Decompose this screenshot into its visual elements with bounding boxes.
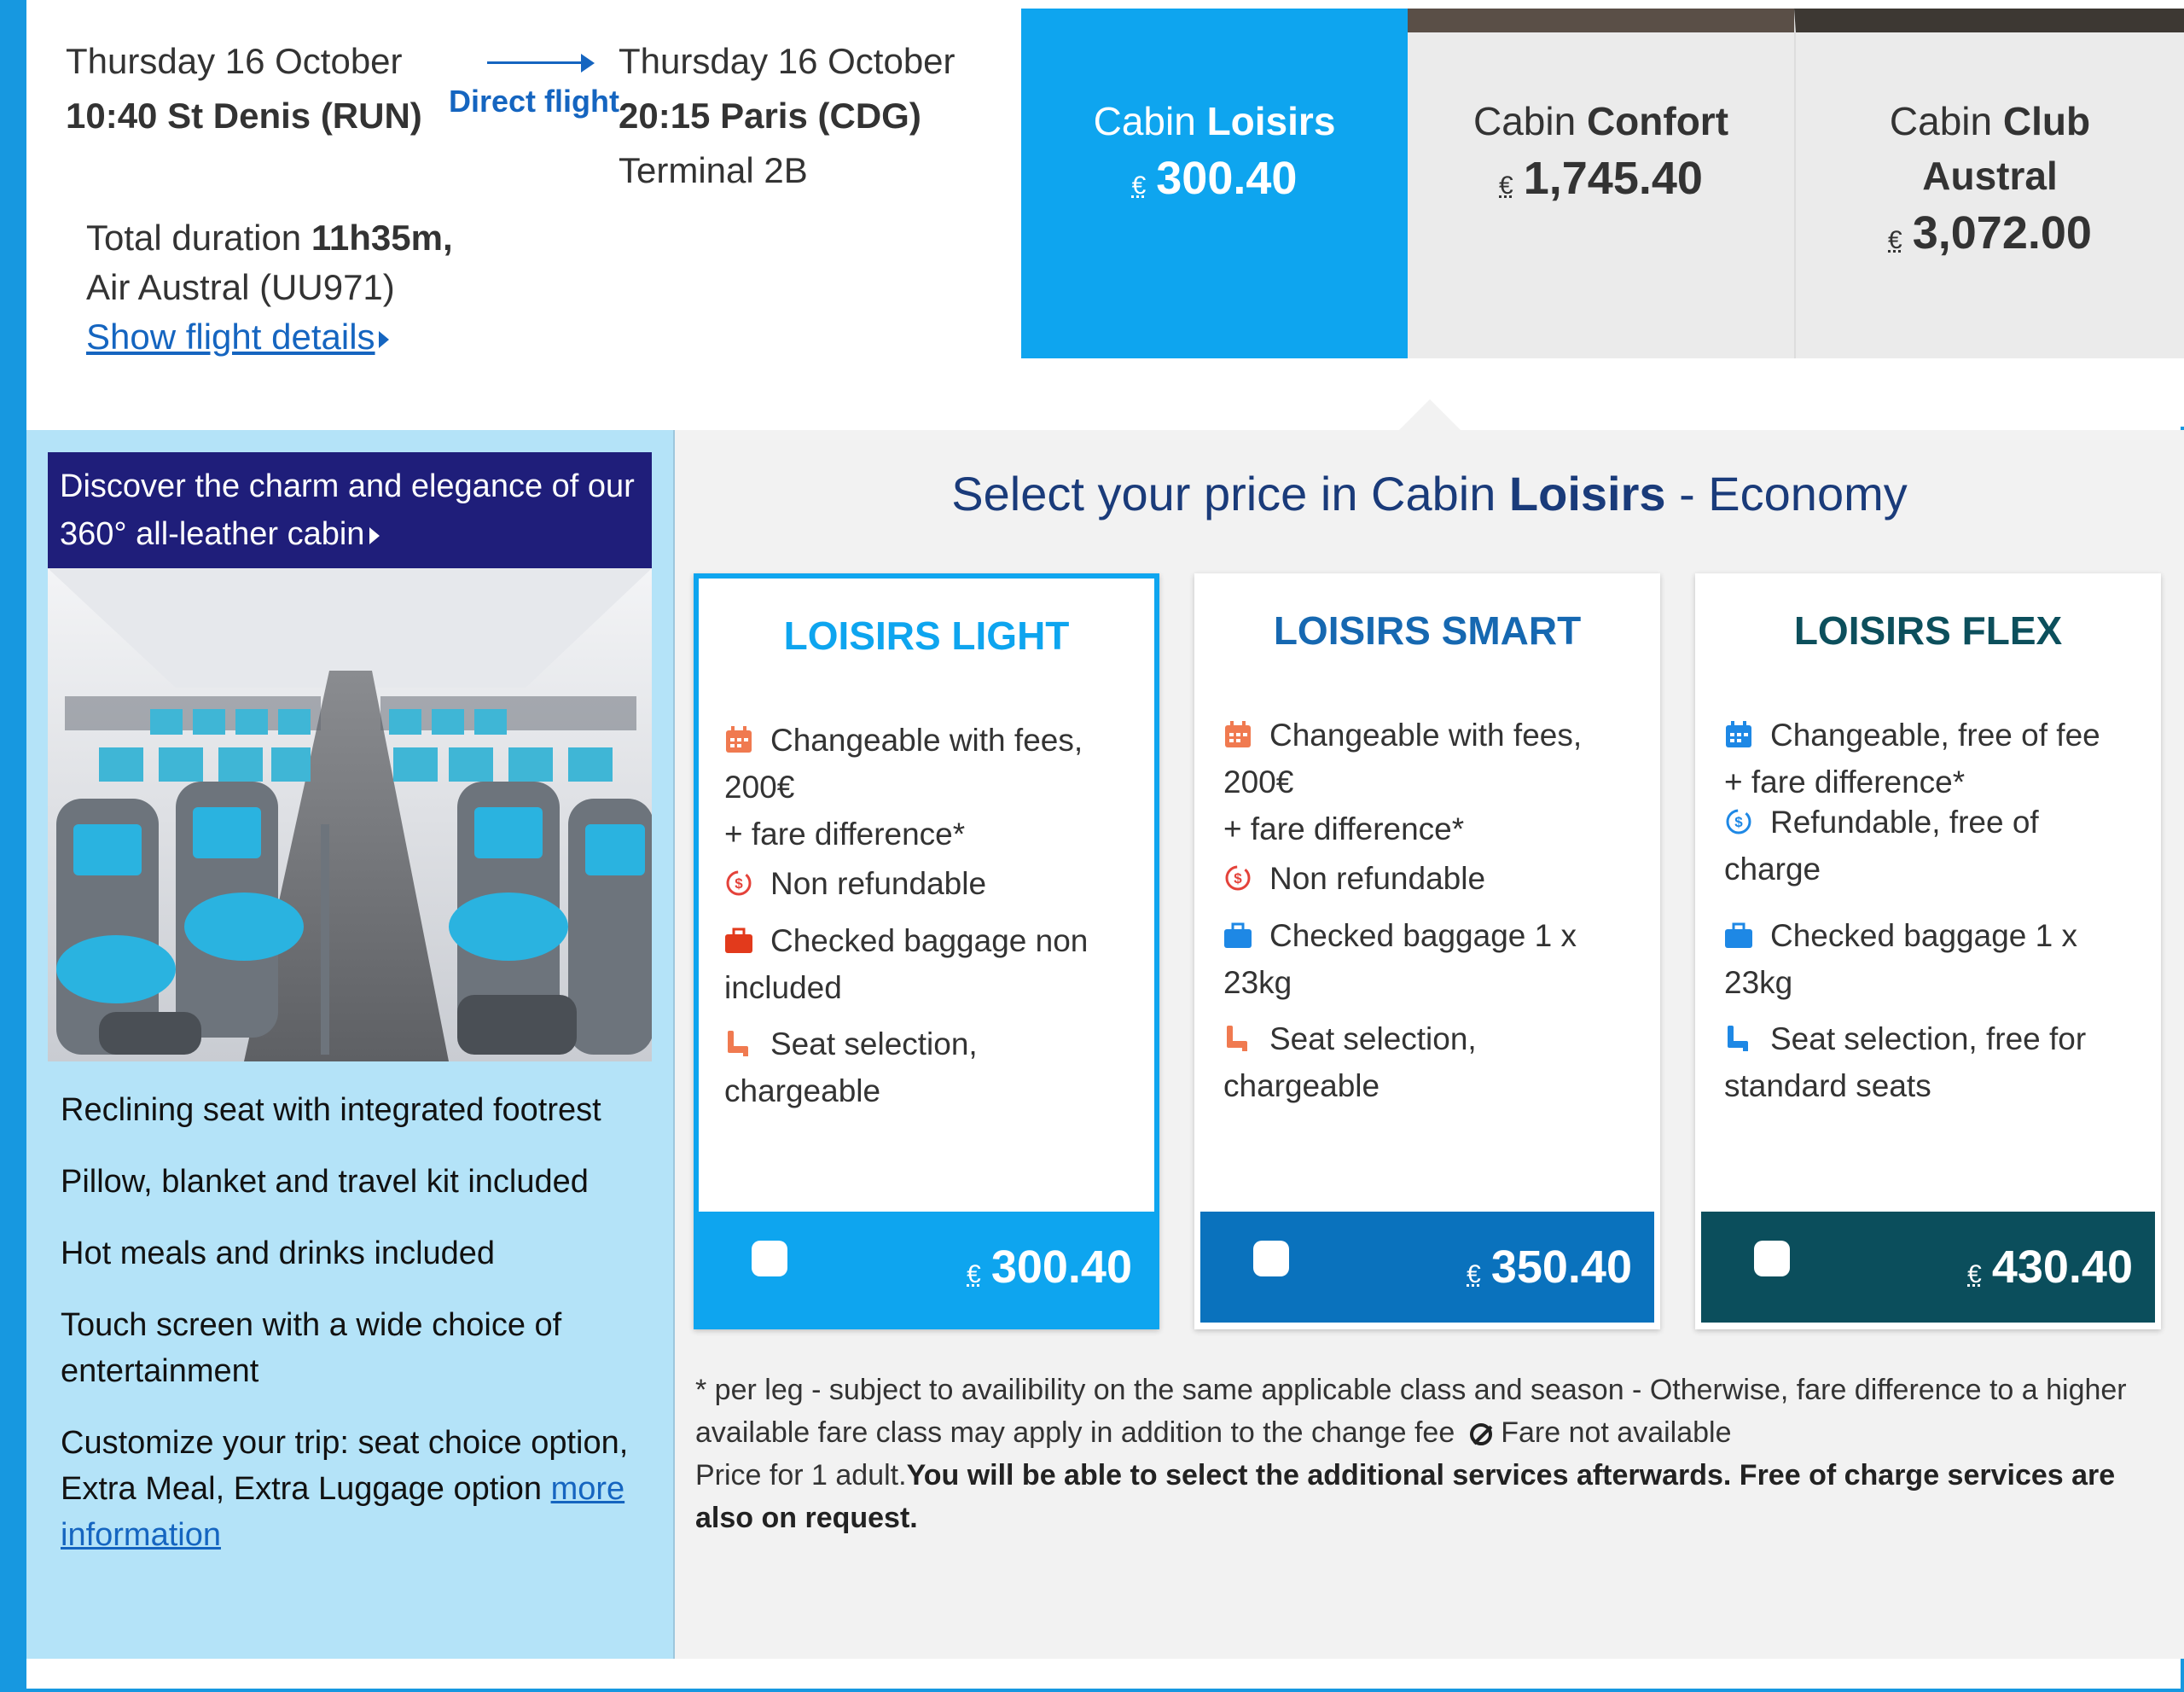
carrier-info: Air Austral (UU971) <box>86 267 395 307</box>
cabin-info-sidebar <box>26 430 675 1659</box>
currency-symbol: € <box>1888 226 1902 254</box>
fare-price-value: 300.40 <box>990 1241 1132 1293</box>
feature-item: Reclining seat with integrated footrest <box>61 1092 601 1128</box>
fare-change-condition <box>1223 712 1633 852</box>
fare-baggage-condition <box>1724 912 2134 1006</box>
fare-refund-text: Refundable, free of charge <box>1724 805 2039 887</box>
fare-card-loisirs-smart[interactable] <box>1194 573 1660 1329</box>
suitcase-icon <box>1724 921 1753 950</box>
arrival-code: (CDG) <box>817 96 921 136</box>
suitcase-icon <box>724 926 753 955</box>
services-note: You will be able to select the additional services afterwards. Free of charge services are also on request. <box>695 1459 2116 1534</box>
fare-seat-condition <box>724 1020 1134 1114</box>
svg-text:$: $ <box>735 875 743 892</box>
fare-baggage-condition <box>1223 912 1633 1006</box>
price-for-note: Price for 1 adult. <box>695 1459 907 1491</box>
cabin-prefix: Cabin <box>1472 99 1577 143</box>
currency-symbol: € <box>1499 172 1513 200</box>
fare-notes <box>695 1369 2180 1539</box>
svg-text:$: $ <box>1234 870 1242 887</box>
seat-icon <box>1223 1024 1252 1053</box>
fare-price-bar[interactable] <box>1200 1212 1654 1323</box>
no-refund-icon <box>1223 863 1252 893</box>
fare-radio[interactable] <box>1253 1241 1289 1276</box>
show-flight-details-link[interactable] <box>86 317 389 357</box>
duration-block <box>86 213 453 362</box>
cabin-name: Club Austral <box>1922 99 2091 198</box>
departure-city: St Denis <box>167 96 311 136</box>
currency-symbol: € <box>967 1260 981 1288</box>
seat-icon <box>724 1029 753 1058</box>
departure-block <box>66 34 422 143</box>
arrival-terminal: Terminal 2B <box>619 150 808 190</box>
cabin-promo-banner[interactable] <box>48 452 652 568</box>
cabin-price <box>1021 152 1408 205</box>
fare-price-bar[interactable] <box>699 1212 1154 1324</box>
cabin-price <box>1408 152 1794 205</box>
refund-icon <box>1724 807 1753 836</box>
fare-baggage-text: Checked baggage non included <box>724 923 1089 1005</box>
caret-right-icon <box>379 331 389 348</box>
fare-selection-main <box>675 430 2184 1659</box>
fare-change-extra: + fare difference* <box>1724 765 1966 799</box>
fare-name: LOISIRS LIGHT <box>783 613 1070 658</box>
fare-name: LOISIRS SMART <box>1273 608 1582 653</box>
currency-symbol: € <box>1967 1260 1982 1288</box>
cabin-prefix: Cabin <box>1889 99 1993 143</box>
calendar-icon <box>724 725 753 754</box>
cabin-tab-title <box>1862 94 2118 203</box>
arrival-time: 20:15 <box>619 96 711 136</box>
flight-arrow-line <box>487 61 590 64</box>
fare-seat-text: Seat selection, chargeable <box>1223 1021 1477 1103</box>
suitcase-icon <box>1223 921 1252 950</box>
fare-refund-condition <box>1223 855 1633 902</box>
departure-code: (RUN) <box>320 96 422 136</box>
cabin-interior-photo <box>48 568 652 1061</box>
fare-seat-condition <box>1724 1015 2134 1109</box>
fare-change-text: Changeable with fees, 200€ <box>724 723 1083 805</box>
fare-change-extra: + fare difference* <box>724 817 966 852</box>
fare-refund-condition <box>724 860 1134 907</box>
calendar-icon <box>1223 720 1252 749</box>
fare-price-bar[interactable] <box>1701 1212 2155 1323</box>
fare-card-loisirs-light[interactable] <box>694 573 1159 1329</box>
fare-baggage-text: Checked baggage 1 x 23kg <box>1223 918 1577 1000</box>
fare-refund-condition <box>1724 799 2134 893</box>
customize-text: Customize your trip: seat choice option, Extra Meal, Extra Luggage option <box>61 1425 629 1507</box>
promo-text: Discover the charm and elegance of our 360° all-leather cabin <box>60 468 635 552</box>
selection-title <box>675 466 2184 521</box>
cabin-price-value: 300.40 <box>1156 153 1298 204</box>
cabin-price <box>1796 206 2184 259</box>
cabin-price-value: 1,745.40 <box>1523 153 1703 204</box>
fare-baggage-condition <box>724 917 1134 1011</box>
svg-text:$: $ <box>1734 814 1743 830</box>
fare-refund-text: Non refundable <box>770 866 987 901</box>
fare-seat-text: Seat selection, chargeable <box>724 1026 978 1108</box>
fare-change-extra: + fare difference* <box>1223 811 1465 846</box>
fare-card-loisirs-flex[interactable] <box>1695 573 2161 1329</box>
selection-title-suffix: - Economy <box>1679 467 1908 520</box>
left-accent-rule <box>0 0 26 1692</box>
cabin-features-list <box>61 1087 658 1584</box>
duration-line <box>86 213 453 263</box>
bottom-spacer <box>26 1659 2181 1689</box>
cabin-tab-title <box>1021 94 1408 148</box>
fare-radio[interactable] <box>1754 1241 1790 1276</box>
arrival-block <box>619 34 956 198</box>
duration-value: 11h35m, <box>311 218 453 258</box>
selected-tab-pointer <box>1399 399 1461 430</box>
fare-change-text: Changeable, free of fee <box>1770 718 2100 753</box>
fare-price <box>967 1241 1132 1294</box>
fare-change-condition <box>1724 712 2134 805</box>
departure-date: Thursday 16 October <box>66 41 403 81</box>
not-available-icon <box>1470 1423 1492 1445</box>
more-information-link[interactable]: more information <box>61 1471 625 1553</box>
cabin-price-value: 3,072.00 <box>1912 207 2092 259</box>
duration-label: Total duration <box>86 218 302 258</box>
per-leg-note: * per leg - subject to availibility on the same applicable class and season - Otherwise, fare difference to a higher available fare class may apply in addition to the change fee <box>695 1374 2127 1449</box>
cabin-name: Confort <box>1586 99 1729 143</box>
feature-item: Touch screen with a wide choice of entertainment <box>61 1307 562 1389</box>
cabin-name: Loisirs <box>1206 99 1336 143</box>
arrival-line <box>619 89 956 143</box>
show-flight-details-label: Show flight details <box>86 317 375 357</box>
feature-item-customize <box>61 1420 658 1558</box>
seat-icon <box>1724 1024 1753 1053</box>
fare-change-condition <box>724 717 1134 858</box>
arrival-date: Thursday 16 October <box>619 41 956 81</box>
feature-item: Hot meals and drinks included <box>61 1236 496 1271</box>
flight-summary <box>26 9 1021 358</box>
fare-name: LOISIRS FLEX <box>1793 608 2063 653</box>
currency-symbol: € <box>1131 172 1147 200</box>
selection-title-prefix: Select your price in Cabin <box>951 467 1496 520</box>
caret-right-icon <box>369 527 380 544</box>
bottom-accent-rule <box>0 1689 2184 1692</box>
fare-change-text: Changeable with fees, 200€ <box>1223 718 1583 799</box>
calendar-icon <box>1724 720 1753 749</box>
feature-item: Pillow, blanket and travel kit included <box>61 1164 589 1200</box>
not-available-label: Fare not available <box>1501 1416 1732 1449</box>
cabin-tab-club-austral[interactable] <box>1794 9 2184 358</box>
departure-time: 10:40 <box>66 96 158 136</box>
fare-radio[interactable] <box>752 1241 787 1276</box>
cabin-tab-loisirs[interactable] <box>1021 9 1408 358</box>
selection-cabin-name: Loisirs <box>1508 467 1666 520</box>
arrival-city: Paris <box>720 96 808 136</box>
fare-price <box>1467 1241 1632 1294</box>
currency-symbol: € <box>1467 1260 1481 1288</box>
departure-line <box>66 89 422 143</box>
fare-price-value: 430.40 <box>1991 1241 2133 1293</box>
fare-seat-text: Seat selection, free for standard seats <box>1724 1021 2087 1103</box>
cabin-prefix: Cabin <box>1093 99 1196 143</box>
arrow-right-icon <box>581 54 595 73</box>
cabin-tab-title <box>1408 94 1794 148</box>
fare-refund-text: Non refundable <box>1269 861 1486 896</box>
fare-price-value: 350.40 <box>1490 1241 1632 1293</box>
no-refund-icon <box>724 869 753 898</box>
fare-baggage-text: Checked baggage 1 x 23kg <box>1724 918 2077 1000</box>
fare-price <box>1967 1241 2133 1294</box>
cabin-tab-confort[interactable] <box>1408 9 1794 358</box>
flight-type-label: Direct flight <box>448 84 619 119</box>
fare-seat-condition <box>1223 1015 1633 1109</box>
